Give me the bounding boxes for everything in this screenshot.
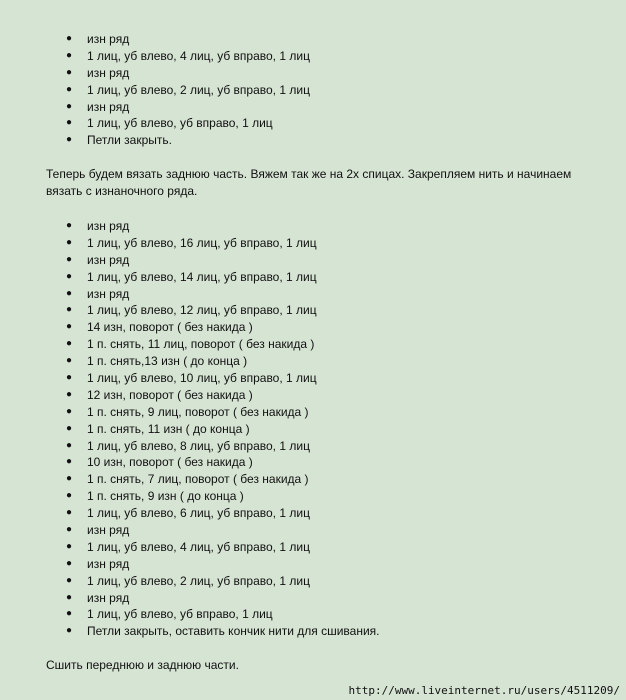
list-item-text: 1 лиц, уб влево, 16 лиц, уб вправо, 1 лиц [87,235,317,250]
bullet-icon: ● [66,134,73,146]
list-item [0,65,626,82]
bullet-icon: ● [66,405,73,417]
list-item-text: 1 лиц, уб влево, 14 лиц, уб вправо, 1 лиц [87,269,317,284]
list-item-text: Петли закрыть, оставить кончик нити для сшивания. [87,624,380,639]
bullet-icon: ● [66,439,73,451]
list-item [0,286,626,303]
list-item [0,623,626,640]
list-item-text: 1 п. снять,13 изн ( до конца ) [87,354,248,369]
bullet-icon: ● [66,608,73,620]
bullet-icon: ● [66,473,73,485]
list-item-text: изн ряд [87,523,130,538]
list-item [0,269,626,286]
list-item [0,353,626,370]
list-item [0,539,626,556]
bullet-icon: ● [66,388,73,400]
list-item [0,556,626,573]
list-item-text: 1 лиц, уб влево, уб вправо, 1 лиц [87,116,273,131]
list-item [0,387,626,404]
list-item [0,488,626,505]
list-item-text: изн ряд [87,556,130,571]
list-item [0,235,626,252]
list-item [0,82,626,99]
list-item-text: 1 лиц, уб влево, уб вправо, 1 лиц [87,607,273,622]
bullet-icon: ● [66,524,73,536]
list-item [0,471,626,488]
bullet-icon: ● [66,321,73,333]
list-item [0,115,626,132]
list-item [0,31,626,48]
bullet-icon: ● [66,83,73,95]
list-item-text: 10 изн, поворот ( без накида ) [87,455,253,470]
list-item-text: 1 п. снять, 9 лиц, поворот ( без накида ) [87,404,309,419]
bullet-icon: ● [66,338,73,350]
list-item-text: изн ряд [87,99,130,114]
bullet-icon: ● [66,287,73,299]
list-item-text: 12 изн, поворот ( без накида ) [87,387,253,402]
bullet-icon: ● [66,557,73,569]
bullet-icon: ● [66,253,73,265]
list-item-text: 1 п. снять, 7 лиц, поворот ( без накида ) [87,472,309,487]
list-item-text: 1 лиц, уб влево, 12 лиц, уб вправо, 1 лиц [87,303,317,318]
list-item [0,590,626,607]
list-item [0,48,626,65]
bullet-icon: ● [66,220,73,231]
list-item [0,370,626,387]
list-item [0,404,626,421]
bullet-icon: ● [66,33,73,44]
list-item [0,319,626,336]
list-item-text: 1 лиц, уб влево, 6 лиц, уб вправо, 1 лиц [87,506,310,521]
list-item [0,252,626,269]
list-item [0,606,626,623]
bullet-icon: ● [66,490,73,502]
list-item [0,522,626,539]
list-item-text: 1 лиц, уб влево, 4 лиц, уб вправо, 1 лиц [87,539,310,554]
list-item-text: 14 изн, поворот ( без накида ) [87,320,253,335]
list-item [0,438,626,455]
list-item-text: изн ряд [87,32,130,46]
list-item [0,573,626,590]
bullet-icon: ● [66,456,73,468]
back-part-intro: Теперь будем вязать заднюю часть. Вяжем так же на 2х спицах. Закрепляем нить и начинаем вязать с изнаночного ряда. [46,167,572,198]
bullet-icon: ● [66,100,73,112]
list-item [0,132,626,149]
bullet-icon: ● [66,591,73,603]
list-item-text: изн ряд [87,65,130,80]
bullet-icon: ● [66,355,73,367]
list-item-text: 1 лиц, уб влево, 2 лиц, уб вправо, 1 лиц [87,82,310,97]
list-item-text: изн ряд [87,219,130,233]
instruction-list-back [0,218,626,640]
list-item [0,218,626,235]
bullet-icon: ● [66,625,73,637]
list-item-text: изн ряд [87,286,130,301]
list-item-text: 1 лиц, уб влево, 10 лиц, уб вправо, 1 лиц [87,371,317,386]
bullet-icon: ● [66,574,73,586]
bullet-icon: ● [66,507,73,519]
list-item [0,302,626,319]
bullet-icon: ● [66,540,73,552]
bullet-icon: ● [66,49,73,61]
list-item [0,421,626,438]
list-item [0,99,626,116]
source-url-watermark: http://www.liveinternet.ru/users/4511209/ [348,684,620,697]
list-item-text: изн ряд [87,252,130,267]
bullet-icon: ● [66,422,73,434]
list-item-text: 1 лиц, уб влево, 2 лиц, уб вправо, 1 лиц [87,573,310,588]
bullet-icon: ● [66,304,73,316]
list-item-text: 1 п. снять, 11 изн ( до конца ) [87,421,250,436]
list-item-text: изн ряд [87,590,130,605]
list-item-text: Петли закрыть. [87,133,172,148]
sewing-note: Сшить переднюю и заднюю части. [46,658,239,672]
bullet-icon: ● [66,66,73,78]
bullet-icon: ● [66,117,73,129]
list-item-text: 1 лиц, уб влево, 4 лиц, уб вправо, 1 лиц [87,48,310,63]
list-item [0,336,626,353]
list-item-text: 1 лиц, уб влево, 8 лиц, уб вправо, 1 лиц [87,438,310,453]
instruction-list-front [0,31,626,149]
list-item-text: 1 п. снять, 9 изн ( до конца ) [87,489,244,504]
list-item [0,505,626,522]
bullet-icon: ● [66,270,73,282]
list-item-text: 1 п. снять, 11 лиц, поворот ( без накида ) [87,337,315,352]
bullet-icon: ● [66,372,73,384]
list-item [0,454,626,471]
bullet-icon: ● [66,236,73,248]
